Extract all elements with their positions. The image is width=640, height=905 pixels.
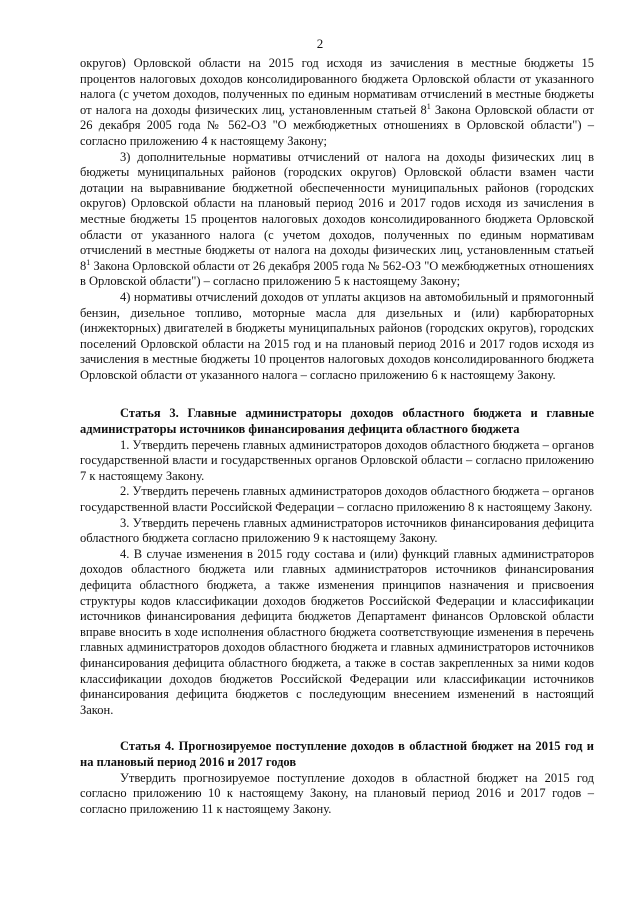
- article-3-item-3: 3. Утвердить перечень главных администраторов источников финансирования дефицита областного бюджета согласно приложению 9 к настоящему Закону.: [80, 515, 594, 546]
- page-number: 2: [316, 36, 324, 51]
- article-3-item-2: 2. Утвердить перечень главных администраторов доходов областного бюджета – органов государственной власти Российской Федерации – согласно приложению 8 к настоящему Закону.: [80, 484, 594, 515]
- superscript: 1: [426, 101, 431, 111]
- paragraph-text-end: Закона Орловской области от 26 декабря 2005 года № 562-ОЗ "О межбюджетных отношениях в Орловской области") – согласно приложению 4 к настоящему Закону;: [80, 102, 594, 148]
- superscript: 1: [86, 257, 91, 267]
- paragraph-item-3: [80, 150, 594, 290]
- article-3-item-4: 4. В случае изменения в 2015 году состава и (или) функций главных администраторов доходов областного бюджета или главных администраторов источников финансирования дефицита областного бюджета, а также изменения принципов назначения и присвоения структуры кодов классификации доходов бюджетов Российской Федерации и классификации источников финансирования дефицита бюджетов Департамент финансов Орловской области вправе вносить в ходе исполнения областного бюджета соответствующие изменения в перечень главных администраторов доходов областного бюджета и главных администраторов источников финансирования дефицита областного бюджета, а также в состав закрепленных за ними кодов классификации доходов бюджетов Российской Федерации или классификации источников финансирования дефицита бюджетов с последующим внесением изменений в настоящий Закон.: [80, 546, 594, 717]
- paragraph-text: 3) дополнительные нормативы отчислений от налога на доходы физических лиц в бюджеты муниципальных районов (городских округов) Орловской области взамен части дотации на выравнивание бюджетной обеспеченности муниципальных районов (городских округов) Орловской области на плановый период 2016 и 2017 годов исходя из зачисления в местные бюджеты 15 процентов налоговых доходов консолидированного бюджета Орловской области от указанного налога (с учетом доходов, полученных по единым нормативам отчислений в местные бюджеты от налога на доходы физических лиц, установленным статьей 8: [80, 149, 594, 273]
- spacer: [80, 718, 594, 739]
- paragraph-text-end: Закона Орловской области от 26 декабря 2005 года № 562-ОЗ "О межбюджетных отношениях в Орловской области") – согласно приложению 5 к настоящему Закону;: [80, 258, 594, 289]
- article-3-heading: Статья 3. Главные администраторы доходов областного бюджета и главные администраторы источников финансирования дефицита областного бюджета: [80, 406, 594, 437]
- article-4-text: Утвердить прогнозируемое поступление доходов в областной бюджет на 2015 год согласно приложению 10 к настоящему Закону, на плановый период 2016 и 2017 годов – согласно приложению 11 к настоящему Закону.: [80, 770, 594, 816]
- article-4-heading: Статья 4. Прогнозируемое поступление доходов в областной бюджет на 2015 год и на плановый период 2016 и 2017 годов: [80, 739, 594, 769]
- article-3-item-1: 1. Утвердить перечень главных администраторов доходов областного бюджета – органов государственной власти и государственных органов Орловской области – согласно приложению 7 к настоящему Закону.: [80, 437, 594, 483]
- document-body: [80, 56, 594, 817]
- paragraph-continuation: [80, 56, 594, 150]
- paragraph-text: округов) Орловской области на 2015 год исходя из зачисления в местные бюджеты 15 процентов налоговых доходов консолидированного бюджета Орловской области от указанного налога (с учетом доходов, полученных по единым нормативам отчислений в местные бюджеты от налога на доходы физических лиц, установленным статьей 8: [80, 56, 594, 117]
- paragraph-item-4: 4) нормативы отчислений доходов от уплаты акцизов на автомобильный и прямогонный бензин, дизельное топливо, моторные масла для дизельных и (или) карбюраторных (инжекторных) двигателей в бюджеты муниципальных районов (городских округов), городских поселений Орловской области на 2015 год и на плановый период 2016 и 2017 годов исходя из зачисления в местные бюджеты 10 процентов налоговых доходов консолидированного бюджета Орловской области от указанного налога – согласно приложению 6 к настоящему Закону.: [80, 289, 594, 382]
- spacer: [80, 383, 594, 406]
